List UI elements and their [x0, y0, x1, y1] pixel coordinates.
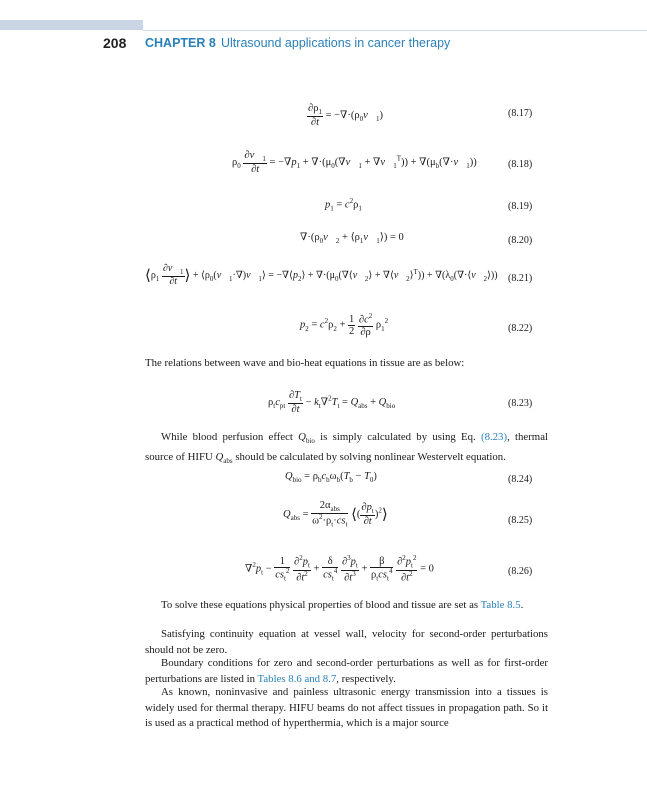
equation-number: (8.22) — [508, 323, 533, 334]
equation-number: (8.25) — [508, 515, 533, 526]
equation-number: (8.26) — [508, 566, 533, 577]
equation-number: (8.20) — [508, 235, 533, 246]
page-number: 208 — [103, 35, 127, 51]
boundary-paragraph: Boundary conditions for zero and second-order perturbations as well as for first-order perturbations are listed in Tables 8.6 and 8.7, respectively. — [145, 657, 548, 685]
chapter-label: CHAPTER 8 — [145, 36, 216, 50]
continuity-paragraph: Satisfying continuity equation at vessel wall, velocity for second-order perturbations should not be zero. — [145, 628, 548, 656]
equation-number: (8.21) — [508, 273, 533, 284]
equation-number: (8.23) — [508, 398, 533, 409]
table-8-5-link[interactable]: Table 8.5 — [480, 599, 521, 611]
equation-8-25: $Q_{abs}$ = $\frac{2\alpha_{abs}}{\omega^2\cdot\rho_t\cdot cs_t}$ ⟨( $\frac{\partial p_t}{\partial t}$ )$^2$⟩ — [283, 500, 388, 530]
equation-8-26: $\nabla^2p_t$ − $\frac{1}{cs_t^2}$ $\frac{\partial^2p_t}{\partial t^2}$ + $\frac{\delta}{cs_t^4}$ $\frac{\partial^3p_t}{\partial t^3}$ + $\frac{\beta}{\rho_tcs_t^4}$ $\frac{\partial^2p_t^2}{\partial t^2}$ = 0 — [245, 554, 434, 584]
equation-number: (8.18) — [508, 159, 533, 170]
equation-8-21: $⟨\rho_1$ $\frac{\partial v⃗_1}{\partial t}$ ⟩ + $⟨\rho_0(v⃗_1\cdot\nabla)v⃗_1⟩$ = $-\nabla⟨p_2⟩$ + $\nabla\cdot(\mu_0(\nabla⟨v⃗_2⟩$ + $\nabla⟨v⃗_2⟩^T$)) + $\nabla(\lambda_0(\nabla\cdot⟨v⃗_2⟩))$ — [145, 263, 498, 288]
equation-8-19: $p_1 = c^2\rho_1$ — [325, 197, 362, 213]
equation-number: (8.17) — [508, 108, 533, 119]
equation-8-22: $p_2 = c^2\rho_2$ + $\frac{1}{2}$ $\frac{\partial c^2}{\partial\rho}$ $\rho_1^2$ — [300, 312, 389, 338]
eq-8-23-link[interactable]: (8.23) — [480, 431, 508, 443]
equation-8-18: $\rho_0$ $\frac{\partial v⃗_1}{\partial t}$ = $-\nabla p_1$ + $\nabla\cdot(\mu_0(\nabla v⃗_1$ + $\nabla v⃗_1^T$)) + $\nabla(\mu_b(\nabla\cdot v⃗_1))$ — [232, 150, 477, 176]
equation-8-20: $\nabla\cdot(\rho_0v⃗_2$ + $⟨\rho_1v⃗_1⟩) = 0$ — [300, 232, 404, 246]
equation-8-23: $\rho_tc_{pt}$ $\frac{\partial T_t}{\partial t}$ − $k_t\nabla^2T_t = Q_{abs} + Q_{bio}$ — [268, 390, 396, 416]
header-rule — [143, 30, 647, 31]
equation-number: (8.24) — [508, 474, 533, 485]
equation-8-24: $Q_{bio} = \rho_bc_b\omega_b(T_b - T_0)$ — [285, 471, 377, 485]
tables-8-6-8-7-link[interactable]: Tables 8.6 and 8.7 — [257, 672, 337, 685]
perfusion-paragraph: While blood perfusion effect $Q_{bio}$ is simply calculated by using Eq. (8.23), thermal source of HIFU $Q_{abs}$ should be calculated by solving nonlinear Westervelt equation. — [145, 431, 548, 465]
equation-8-17: $\frac{\partial\rho_1}{\partial t}$ = $-\nabla\cdot(\rho_0v⃗_1)$ — [308, 103, 383, 129]
solve-paragraph: To solve these equations physical properties of blood and tissue are set as Table 8.5. — [161, 599, 524, 611]
header-accent-bar — [0, 20, 143, 30]
equation-number: (8.19) — [508, 201, 533, 212]
chapter-title: Ultrasound applications in cancer therapy — [221, 36, 451, 50]
hifu-paragraph: As known, noninvasive and painless ultrasonic energy transmission into a tissues is widely used for thermal therapy. HIFU beams do not affect tissues in propagation path. So it is used as a practical method of hyperthermia, which is a major source — [145, 686, 548, 729]
relations-intro-paragraph: The relations between wave and bio-heat equations in tissue are as below: — [145, 357, 465, 369]
